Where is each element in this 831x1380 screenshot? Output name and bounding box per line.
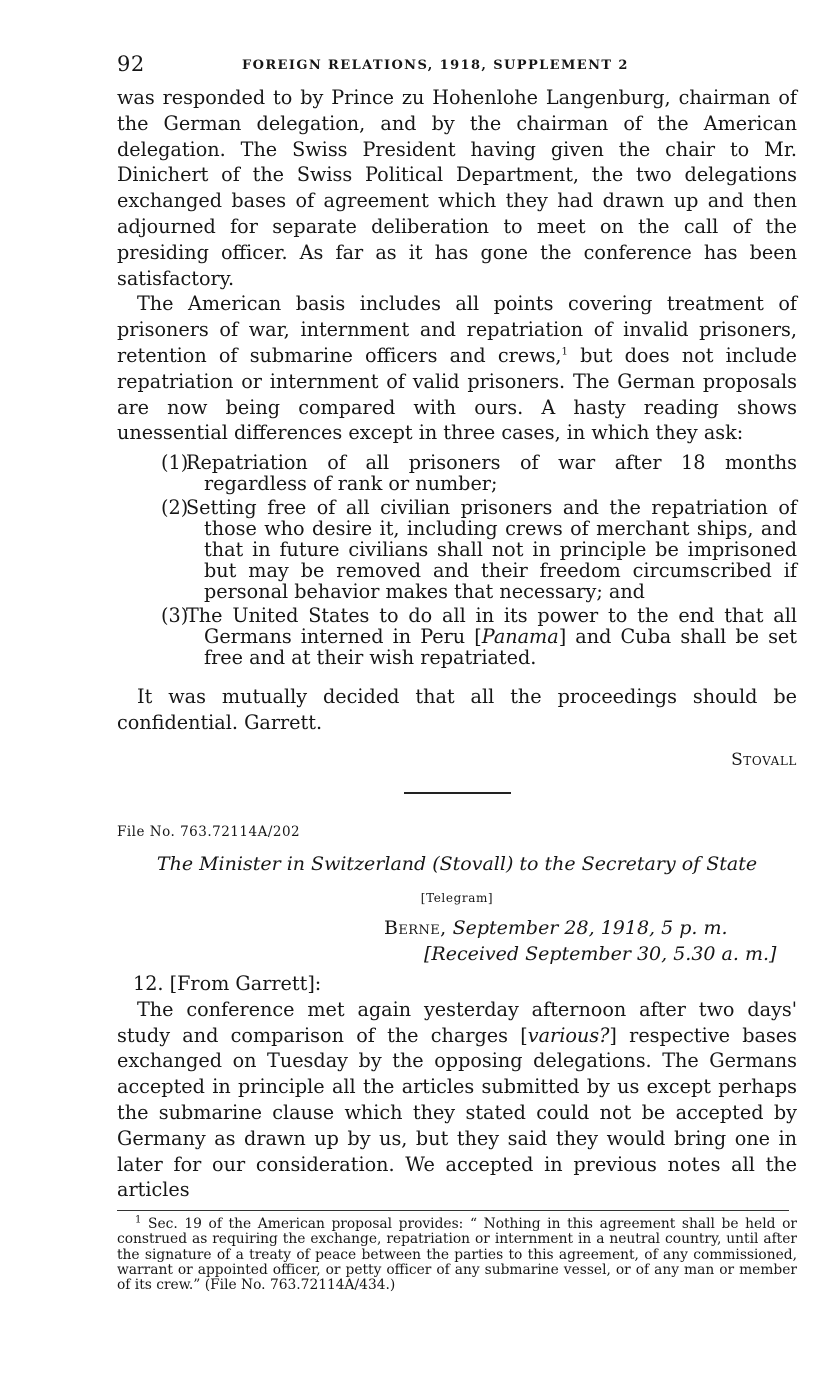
paragraph-text: The American basis includes all points covering treatment of prisoners of war, internment and repatriation of invalid prisoners, retention of submarine officers and crews, — [117, 292, 797, 367]
document-title — [117, 853, 797, 875]
page-header — [117, 50, 797, 80]
running-head: FOREIGN RELATIONS, 1918, SUPPLEMENT 2 — [242, 58, 629, 73]
list-item — [117, 452, 797, 494]
paragraph-text: ] respective bases exchanged on Tuesday by the opposing delegations. The Germans accepted in principle all the articles submitted by us except perhaps the submarine clause which they stated could not be accepted by Germany as drawn up by us, but they said they would bring one in later for our consideration. We accepted in previous notes all the articles — [117, 1023, 797, 1202]
section-divider — [404, 792, 511, 794]
document-type: [Telegram] — [420, 890, 494, 905]
file-number: File No. 763.72114A/202 — [117, 823, 301, 840]
dateline-date: September 28, 1918, 5 p. m. — [446, 916, 728, 939]
paragraph-text: The conference met again yesterday afternoon after two days' study and comparison of the charges [ — [117, 997, 797, 1047]
dateline-place: Berne, — [384, 916, 447, 939]
paragraph-number: 12. [From Garrett]: — [133, 971, 322, 995]
paragraph-confidential: It was mutually decided that all the proceedings should be confidential. Garrett. — [117, 685, 797, 734]
received-line: [Received September 30, 5.30 a. m.] — [424, 942, 777, 965]
footnote-marker: 1 — [561, 346, 568, 358]
list-text — [186, 605, 797, 669]
list-number: (3) — [161, 603, 189, 627]
title-name: Stovall — [439, 852, 506, 875]
page-number: 92 — [117, 52, 145, 76]
paragraph-italic: various? — [527, 1023, 610, 1047]
footnote-divider — [117, 1210, 789, 1211]
footnote-text: Sec. 19 of the American proposal provides: “ Nothing in this agreement shall be held or construed as requiring the exchange, repatriation or internment in a neutral country, until after the signature of a treaty of peace between the parties to this agreement, of any commissioned, warrant or appointed officer, or petty officer of any submarine vessel, or of any man or member of its crew.” (File No. 763.72114A/434.) — [117, 1216, 797, 1294]
dateline — [384, 915, 797, 941]
title-text: The Minister in Switzerland ( — [156, 852, 440, 875]
paragraph-text: but does not include repatriation or internment of valid prisoners. The German proposals are now being compared with ours. A hasty reading shows unessential differences except in three cases, in which they ask: — [117, 343, 797, 445]
paragraph-american-basis — [117, 291, 797, 446]
signature: Stovall — [731, 749, 797, 770]
footnote — [117, 1214, 797, 1294]
document-page — [117, 50, 797, 1294]
paragraph-conference — [117, 997, 797, 1203]
list-number: (2) — [161, 495, 189, 519]
list-text-part: ] and Cuba shall be set free and at their wish repatriated. — [204, 624, 798, 669]
footnote-number: 1 — [135, 1214, 142, 1226]
list-text-part: The United States to do all in its power to the end that all Germans interned in Peru [ — [186, 603, 797, 648]
paragraph-continuation: was responded to by Prince zu Hohenlohe Langenburg, chairman of the German delegation, and by the chairman of the American delegation. The Swiss President having given the chair to Mr. Dinichert of the Swiss Political Department, the two delegations exchanged bases of agreement which they had drawn up and then adjourned for separate deliberation to meet on the call of the presiding officer. As far as it has gone the conference has been satisfactory. — [117, 86, 797, 290]
list-text-italic: Panama — [481, 624, 559, 648]
list-item — [117, 605, 797, 669]
list-text: Setting free of all civilian prisoners and the repatriation of those who desire it, including crews of merchant ships, and that in future civilians shall not in principle be imprisoned but may be removed and their freedom circumscribed if personal behavior makes that necessary; and — [186, 495, 797, 604]
title-text: ) to the Secretary of State — [505, 852, 758, 875]
list-text: Repatriation of all prisoners of war after 18 months regardless of rank or number; — [186, 451, 797, 496]
list-number: (1) — [161, 451, 189, 475]
german-proposals-list — [117, 452, 797, 668]
list-item — [117, 497, 797, 603]
